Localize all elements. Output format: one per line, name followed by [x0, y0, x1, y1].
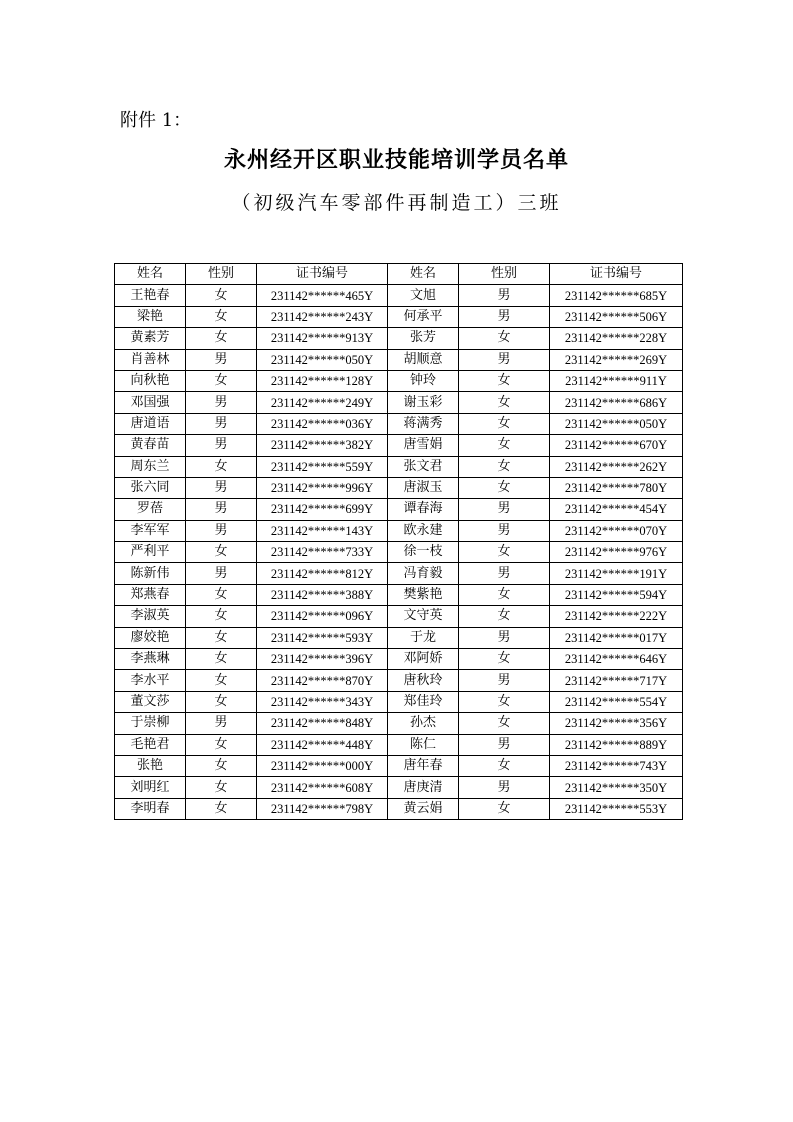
table-row [115, 499, 683, 520]
cell-certificate-number: 231142******243Y [257, 306, 388, 327]
cell-name: 唐雪娟 [388, 435, 459, 456]
cell-certificate-number: 231142******454Y [550, 499, 683, 520]
document-subtitle: （初级汽车零部件再制造工）三班 [231, 192, 562, 214]
cell-gender: 女 [459, 392, 550, 413]
trainee-roster-table [114, 263, 683, 820]
cell-name: 陈仁 [388, 734, 459, 755]
cell-certificate-number: 231142******889Y [550, 734, 683, 755]
cell-certificate-number: 231142******036Y [257, 413, 388, 434]
cell-gender: 女 [186, 649, 257, 670]
cell-gender: 女 [459, 606, 550, 627]
cell-name: 刘明红 [115, 777, 186, 798]
cell-certificate-number: 231142******382Y [257, 435, 388, 456]
cell-name: 黄云娟 [388, 798, 459, 819]
cell-gender: 女 [459, 435, 550, 456]
cell-name: 肖善林 [115, 349, 186, 370]
cell-name: 李淑英 [115, 606, 186, 627]
cell-certificate-number: 231142******593Y [257, 627, 388, 648]
cell-certificate-number: 231142******070Y [550, 520, 683, 541]
cell-name: 周东兰 [115, 456, 186, 477]
header-name: 姓名 [115, 264, 186, 285]
cell-name: 唐道语 [115, 413, 186, 434]
cell-certificate-number: 231142******269Y [550, 349, 683, 370]
cell-certificate-number: 231142******780Y [550, 477, 683, 498]
table-row [115, 670, 683, 691]
cell-certificate-number: 231142******911Y [550, 370, 683, 391]
cell-certificate-number: 231142******388Y [257, 584, 388, 605]
cell-certificate-number: 231142******000Y [257, 755, 388, 776]
cell-gender: 男 [186, 413, 257, 434]
table-row [115, 542, 683, 563]
cell-name: 王艳春 [115, 285, 186, 306]
cell-name: 廖姣艳 [115, 627, 186, 648]
cell-certificate-number: 231142******646Y [550, 649, 683, 670]
table-row [115, 285, 683, 306]
cell-name: 唐庚清 [388, 777, 459, 798]
cell-gender: 女 [459, 691, 550, 712]
cell-gender: 女 [459, 649, 550, 670]
cell-name: 陈新伟 [115, 563, 186, 584]
cell-name: 唐秋玲 [388, 670, 459, 691]
cell-gender: 男 [459, 777, 550, 798]
cell-gender: 女 [186, 584, 257, 605]
cell-certificate-number: 231142******594Y [550, 584, 683, 605]
cell-name: 李明春 [115, 798, 186, 819]
cell-gender: 女 [186, 285, 257, 306]
cell-gender: 女 [186, 542, 257, 563]
cell-gender: 女 [459, 542, 550, 563]
cell-name: 张艳 [115, 755, 186, 776]
cell-name: 李燕琳 [115, 649, 186, 670]
cell-name: 谢玉彩 [388, 392, 459, 413]
cell-name: 蒋满秀 [388, 413, 459, 434]
cell-name: 罗蓓 [115, 499, 186, 520]
cell-gender: 女 [459, 755, 550, 776]
table-row [115, 691, 683, 712]
table-row [115, 627, 683, 648]
cell-certificate-number: 231142******350Y [550, 777, 683, 798]
table-row [115, 777, 683, 798]
table-row [115, 584, 683, 605]
cell-name: 向秋艳 [115, 370, 186, 391]
cell-gender: 女 [459, 456, 550, 477]
table-row [115, 349, 683, 370]
cell-name: 黄春苗 [115, 435, 186, 456]
cell-name: 徐一枝 [388, 542, 459, 563]
cell-gender: 女 [186, 755, 257, 776]
table-row [115, 713, 683, 734]
cell-certificate-number: 231142******554Y [550, 691, 683, 712]
table-row [115, 798, 683, 819]
cell-name: 于崇柳 [115, 713, 186, 734]
cell-gender: 男 [186, 499, 257, 520]
cell-certificate-number: 231142******128Y [257, 370, 388, 391]
cell-name: 唐淑玉 [388, 477, 459, 498]
cell-name: 文守英 [388, 606, 459, 627]
cell-gender: 男 [459, 520, 550, 541]
table-row [115, 563, 683, 584]
cell-gender: 女 [186, 777, 257, 798]
cell-certificate-number: 231142******262Y [550, 456, 683, 477]
cell-certificate-number: 231142******743Y [550, 755, 683, 776]
cell-certificate-number: 231142******733Y [257, 542, 388, 563]
cell-name: 何承平 [388, 306, 459, 327]
table-row [115, 649, 683, 670]
cell-gender: 女 [186, 691, 257, 712]
table-row [115, 328, 683, 349]
table-row [115, 520, 683, 541]
cell-gender: 女 [186, 456, 257, 477]
cell-certificate-number: 231142******143Y [257, 520, 388, 541]
cell-certificate-number: 231142******356Y [550, 713, 683, 734]
table-header-row [115, 264, 683, 285]
cell-gender: 男 [459, 306, 550, 327]
cell-gender: 男 [186, 435, 257, 456]
cell-certificate-number: 231142******553Y [550, 798, 683, 819]
cell-gender: 女 [459, 413, 550, 434]
cell-certificate-number: 231142******506Y [550, 306, 683, 327]
cell-gender: 女 [186, 306, 257, 327]
cell-gender: 男 [186, 520, 257, 541]
cell-name: 张六同 [115, 477, 186, 498]
header-certificate-number: 证书编号 [550, 264, 683, 285]
cell-certificate-number: 231142******017Y [550, 627, 683, 648]
cell-certificate-number: 231142******670Y [550, 435, 683, 456]
table-row [115, 370, 683, 391]
cell-name: 董文莎 [115, 691, 186, 712]
cell-gender: 男 [459, 670, 550, 691]
cell-name: 冯育毅 [388, 563, 459, 584]
cell-certificate-number: 231142******870Y [257, 670, 388, 691]
cell-name: 黄素芳 [115, 328, 186, 349]
cell-certificate-number: 231142******608Y [257, 777, 388, 798]
header-certificate-number: 证书编号 [257, 264, 388, 285]
table-row [115, 755, 683, 776]
document-title: 永州经开区职业技能培训学员名单 [223, 148, 569, 173]
cell-gender: 男 [459, 734, 550, 755]
cell-name: 樊紫艳 [388, 584, 459, 605]
cell-gender: 女 [459, 798, 550, 819]
table-row [115, 435, 683, 456]
cell-gender: 女 [186, 370, 257, 391]
cell-gender: 女 [186, 670, 257, 691]
cell-name: 张芳 [388, 328, 459, 349]
cell-certificate-number: 231142******096Y [257, 606, 388, 627]
cell-name: 梁艳 [115, 306, 186, 327]
cell-gender: 男 [186, 477, 257, 498]
cell-certificate-number: 231142******996Y [257, 477, 388, 498]
cell-name: 郑燕春 [115, 584, 186, 605]
cell-name: 李军军 [115, 520, 186, 541]
cell-gender: 男 [459, 349, 550, 370]
cell-gender: 男 [186, 349, 257, 370]
header-name: 姓名 [388, 264, 459, 285]
cell-gender: 女 [459, 713, 550, 734]
cell-name: 毛艳君 [115, 734, 186, 755]
cell-name: 欧永建 [388, 520, 459, 541]
cell-gender: 女 [186, 627, 257, 648]
cell-name: 孙杰 [388, 713, 459, 734]
cell-certificate-number: 231142******685Y [550, 285, 683, 306]
cell-certificate-number: 231142******699Y [257, 499, 388, 520]
cell-name: 郑佳玲 [388, 691, 459, 712]
cell-certificate-number: 231142******465Y [257, 285, 388, 306]
cell-name: 邓国强 [115, 392, 186, 413]
cell-certificate-number: 231142******717Y [550, 670, 683, 691]
cell-gender: 男 [186, 563, 257, 584]
cell-gender: 男 [186, 713, 257, 734]
cell-certificate-number: 231142******848Y [257, 713, 388, 734]
cell-name: 文旭 [388, 285, 459, 306]
table-row [115, 606, 683, 627]
cell-certificate-number: 231142******798Y [257, 798, 388, 819]
cell-certificate-number: 231142******559Y [257, 456, 388, 477]
cell-certificate-number: 231142******191Y [550, 563, 683, 584]
cell-certificate-number: 231142******222Y [550, 606, 683, 627]
cell-certificate-number: 231142******913Y [257, 328, 388, 349]
cell-gender: 女 [186, 328, 257, 349]
cell-gender: 女 [459, 584, 550, 605]
cell-name: 谭春海 [388, 499, 459, 520]
table-row [115, 456, 683, 477]
cell-gender: 女 [459, 370, 550, 391]
cell-gender: 女 [186, 734, 257, 755]
cell-certificate-number: 231142******686Y [550, 392, 683, 413]
cell-gender: 男 [459, 627, 550, 648]
cell-gender: 女 [186, 606, 257, 627]
cell-gender: 男 [459, 499, 550, 520]
cell-certificate-number: 231142******976Y [550, 542, 683, 563]
cell-name: 邓阿娇 [388, 649, 459, 670]
cell-name: 张文君 [388, 456, 459, 477]
cell-gender: 男 [459, 563, 550, 584]
cell-gender: 女 [459, 328, 550, 349]
attachment-label: 附件 1： [120, 110, 192, 131]
table-row [115, 306, 683, 327]
table-row [115, 734, 683, 755]
cell-certificate-number: 231142******050Y [550, 413, 683, 434]
cell-certificate-number: 231142******448Y [257, 734, 388, 755]
cell-name: 胡顺意 [388, 349, 459, 370]
cell-certificate-number: 231142******343Y [257, 691, 388, 712]
table-row [115, 477, 683, 498]
table-row [115, 392, 683, 413]
cell-name: 李水平 [115, 670, 186, 691]
cell-certificate-number: 231142******812Y [257, 563, 388, 584]
cell-name: 唐年春 [388, 755, 459, 776]
cell-name: 严利平 [115, 542, 186, 563]
cell-name: 于龙 [388, 627, 459, 648]
table-row [115, 413, 683, 434]
cell-certificate-number: 231142******050Y [257, 349, 388, 370]
header-gender: 性别 [459, 264, 550, 285]
cell-certificate-number: 231142******396Y [257, 649, 388, 670]
cell-certificate-number: 231142******228Y [550, 328, 683, 349]
cell-gender: 女 [186, 798, 257, 819]
cell-gender: 男 [186, 392, 257, 413]
cell-gender: 女 [459, 477, 550, 498]
cell-gender: 男 [459, 285, 550, 306]
cell-name: 钟玲 [388, 370, 459, 391]
header-gender: 性别 [186, 264, 257, 285]
cell-certificate-number: 231142******249Y [257, 392, 388, 413]
